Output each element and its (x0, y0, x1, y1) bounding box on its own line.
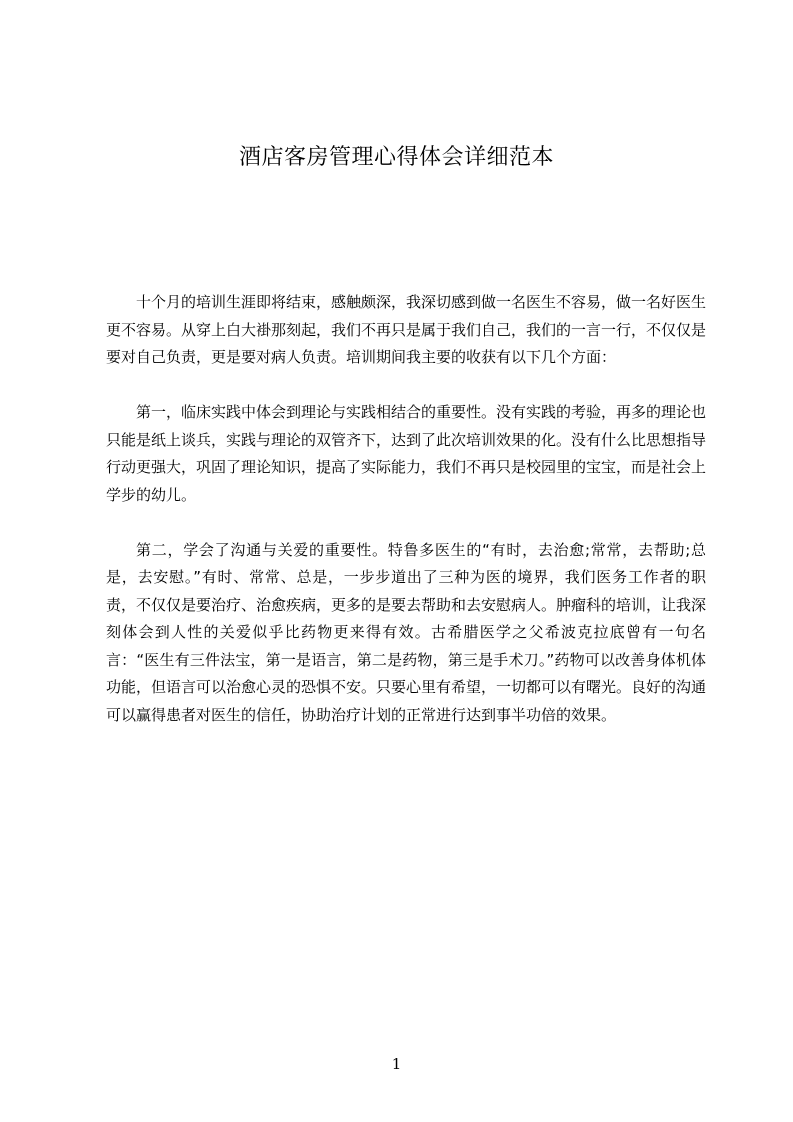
paragraph-intro: 十个月的培训生涯即将结束，感触颇深，我深切感到做一名医生不容易，做一名好医生更不容易。从穿上白大褂那刻起，我们不再只是属于我们自己，我们的一言一行，不仅仅是要对自己负责，更是要对病人负责。培训期间我主要的收获有以下几个方面： (106, 293, 707, 366)
paragraph-first-point: 第一，临床实践中体会到理论与实践相结合的重要性。没有实践的考验，再多的理论也只能是纸上谈兵，实践与理论的双管齐下，达到了此次培训效果的化。没有什么比思想指导行动更强大，巩固了理论知识，提高了实际能力，我们不再只是校园里的宝宝，而是社会上学步的幼儿。 (106, 403, 707, 504)
paragraph-second-point: 第二，学会了沟通与关爱的重要性。特鲁多医生的“有时，去治愈;常常，去帮助;总是，去安慰。”有时、常常、总是，一步步道出了三种为医的境界，我们医务工作者的职责，不仅仅是要治疗、治愈疾病，更多的是要去帮助和去安慰病人。肿瘤科的培训，让我深刻体会到人性的关爱似乎比药物更来得有效。古希腊医学之父希波克拉底曾有一句名言：“医生有三件法宝，第一是语言，第二是药物，第三是手术刀。”药物可以改善身体机体功能，但语言可以治愈心灵的恐惧不安。只要心里有希望，一切都可以有曙光。良好的沟通可以赢得患者对医生的信任，协助治疗计划的正常进行达到事半功倍的效果。 (106, 540, 707, 724)
document-body (106, 289, 706, 757)
document-title: 酒店客房管理心得体会详细范本 (238, 145, 554, 170)
page-number: 1 (391, 1055, 402, 1073)
